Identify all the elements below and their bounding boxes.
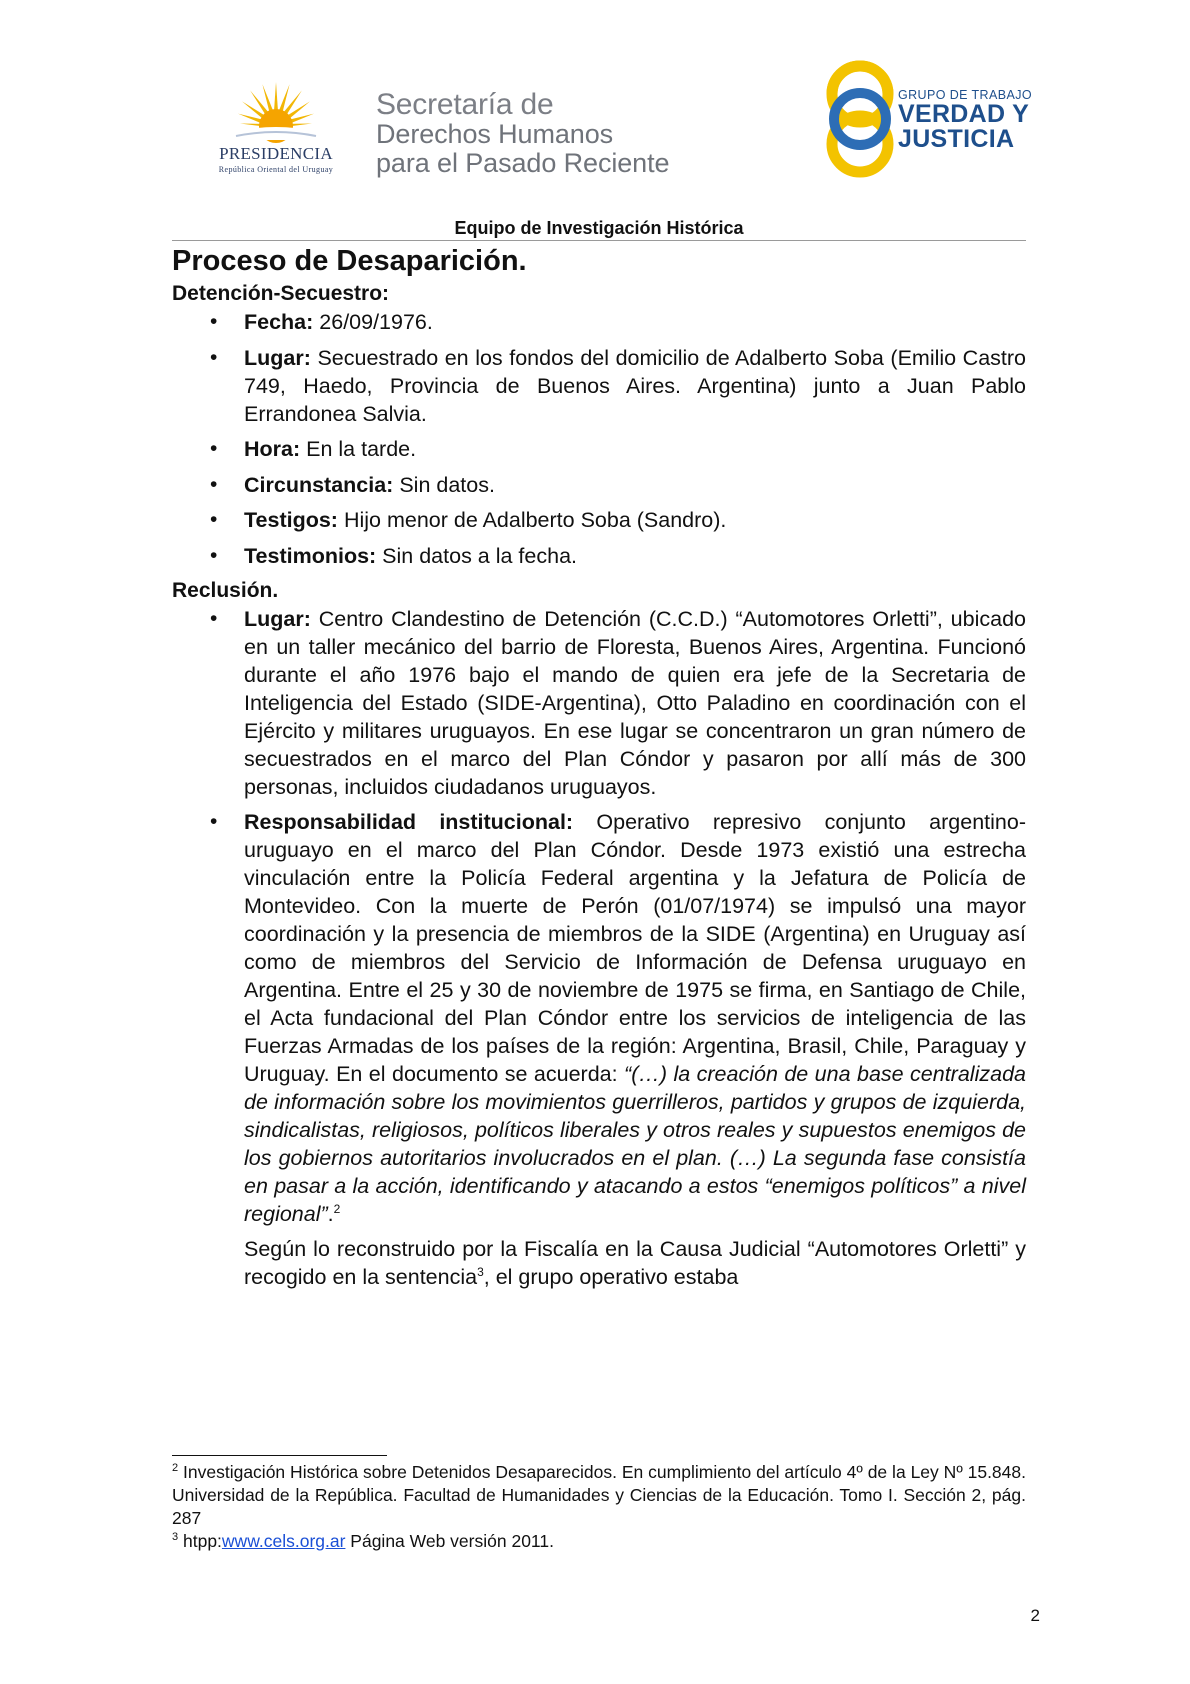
secretaria-line3: para el Pasado Reciente [376, 148, 670, 178]
footnote-prefix: htpp: [178, 1531, 222, 1551]
list-item [172, 344, 1026, 428]
presidencia-subtitle: República Oriental del Uruguay [218, 165, 334, 174]
list-item [172, 808, 1026, 1228]
secretaria-logo [376, 90, 716, 178]
bullet-icon: • [210, 345, 218, 369]
quote-end: . [327, 1202, 334, 1226]
list-item [172, 605, 1026, 801]
secretaria-line1: Secretaría de [376, 88, 554, 121]
item-label: Lugar: [244, 345, 311, 370]
footnotes [172, 1461, 1026, 1553]
footnote-number: 2 [172, 1462, 179, 1475]
bullet-icon: • [210, 543, 218, 567]
bullet-icon: • [210, 810, 218, 833]
cels-link[interactable]: www.cels.org.ar [221, 1531, 346, 1551]
main-content [172, 242, 1026, 1291]
page-title: Proceso de Desaparición. [172, 245, 527, 277]
item-label: Circunstancia: [244, 472, 394, 497]
verdad-justicia-logo [898, 88, 1058, 152]
secretaria-line2: Derechos Humanos [376, 119, 614, 149]
section-heading-detencion: Detención-Secuestro: [172, 282, 390, 305]
detencion-list [172, 308, 1026, 570]
bullet-icon: • [210, 472, 218, 496]
item-label: Responsabilidad institucional: [244, 810, 574, 834]
plan-condor-quote: “(…) la creación de una base centralizada de información sobre los movimientos guerrilleros, partidos y grupos de izquierda, sindicalistas, religiosos, políticos liberales y otros reales y supuestos enemigos de los gobiernos autoritarios involucrados en el plan. (…) La segunda fase consistía en pasar a la acción, identificando y atacando a estos “enemigos políticos” a nivel regional” [244, 1062, 1026, 1226]
footnote-ref-3[interactable]: 3 [477, 1264, 484, 1279]
item-text: Sin datos a la fecha. [376, 543, 577, 568]
bullet-icon: • [210, 437, 218, 460]
list-item [172, 506, 1026, 534]
paragraph-tail: , el grupo operativo estaba [483, 1265, 739, 1289]
list-item [172, 542, 1026, 570]
item-text: Operativo represivo conjunto argentino-uruguayo en el marco del Plan Cóndor. Desde 1973 existió una estrecha vinculación entre la Policía Federal argentina y la Jefatura de Policía de Montevideo. Con la muerte de Perón (01/07/1974) se impulsó una mayor coordinación y la presencia de miembros de la SIDE (Argentina) en Uruguay así como de miembros del Servicio de Información de Defensa uruguayo en Argentina. Entre el 25 y 30 de noviembre de 1975 se firma, en Santiago de Chile, el Acta fundacional del Plan Cóndor entre los servicios de inteligencia de las Fuerzas Armadas de los países de la región: Argentina, Brasil, Chile, Paraguay y Uruguay. En el documento se acuerda: [244, 810, 1026, 1086]
footnote-3 [172, 1530, 1026, 1553]
item-text: En la tarde. [300, 437, 417, 461]
grupo-label: GRUPO DE TRABAJO [898, 88, 1032, 102]
footnote-divider [172, 1455, 387, 1456]
presidencia-name: PRESIDENCIA [219, 144, 333, 163]
running-header: Equipo de Investigación Histórica [454, 218, 744, 238]
item-label: Hora: [244, 437, 301, 461]
item-label: Lugar: [244, 607, 311, 631]
reclusion-list [172, 605, 1026, 1228]
header-divider [172, 240, 1026, 241]
footnote-ref-2[interactable]: 2 [333, 1201, 341, 1216]
footnote-suffix: Página Web versión 2011. [345, 1531, 554, 1551]
page-number: 2 [1030, 1606, 1040, 1625]
item-text: Secuestrado en los fondos del domicilio de Adalberto Soba (Emilio Castro 749, Haedo, Provincia de Buenos Aires. Argentina) junto a Juan Pablo Errandonea Salvia. [244, 345, 1026, 426]
interlocking-rings-icon [820, 58, 900, 180]
item-text: Centro Clandestino de Detención (C.C.D.) “Automotores Orletti”, ubicado en un taller mecánico del barrio de Floresta, Buenos Aires, Argentina. Funcionó durante el año 1976 bajo el mando de quien era jefe de la Secretaria de Inteligencia del Estado (SIDE-Argentina), Otto Paladino en coordinación con el Ejército y militares uruguayos. En ese lugar se concentraron un gran número de secuestrados en el marco del Plan Cóndor y pasaron por allí más de 300 personas, incluidos ciudadanos uruguayos. [244, 607, 1026, 799]
verdad-label: VERDAD Y [898, 100, 1030, 128]
section-heading-reclusion: Reclusión. [172, 579, 279, 602]
justicia-label: JUSTICIA [898, 125, 1015, 153]
item-text: 26/09/1976. [313, 310, 433, 334]
item-text: Sin datos. [393, 472, 495, 497]
bullet-icon: • [210, 607, 218, 630]
item-label: Testimonios: [244, 543, 377, 568]
list-item [172, 435, 1026, 463]
list-item [172, 308, 1026, 336]
footnote-2 [172, 1461, 1026, 1530]
presidencia-logo [196, 78, 356, 178]
continuation-paragraph [172, 1235, 1026, 1291]
item-label: Fecha: [244, 310, 314, 334]
bullet-icon: • [210, 310, 218, 333]
list-item [172, 471, 1026, 499]
footnote-number: 3 [172, 1531, 179, 1544]
item-text: Hijo menor de Adalberto Soba (Sandro). [337, 508, 727, 532]
bullet-icon: • [210, 508, 218, 531]
paragraph-text: Según lo reconstruido por la Fiscalía en la Causa Judicial “Automotores Orletti” y recogido en la sentencia [244, 1237, 1026, 1289]
footnote-text: Investigación Histórica sobre Detenidos Desaparecidos. En cumplimiento del artículo 4º de la Ley Nº 15.848. Universidad de la República. Facultad de Humanidades y Ciencias de la Educación. Tomo I. Sección 2, pág. 287 [172, 1462, 1026, 1528]
item-label: Testigos: [244, 508, 338, 532]
sun-emblem-icon [196, 78, 356, 144]
